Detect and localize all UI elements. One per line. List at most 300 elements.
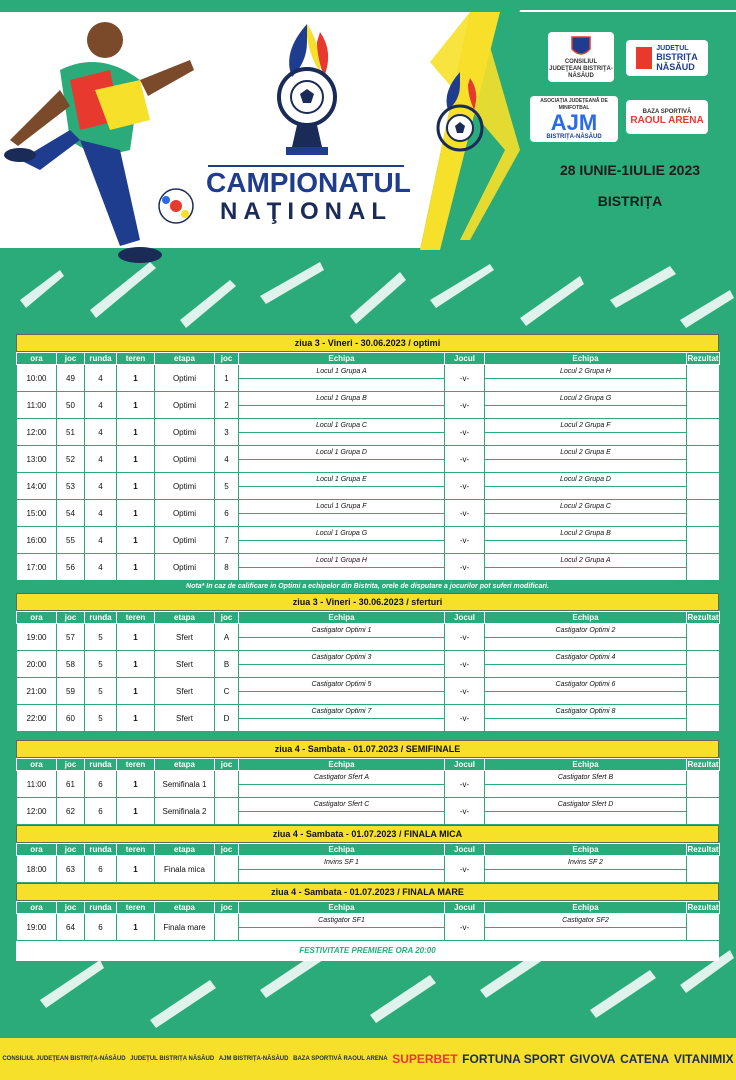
- table-row: [17, 856, 720, 883]
- judet-logo: [626, 40, 708, 76]
- cell-joc2: 8: [215, 554, 239, 581]
- column-header: teren: [117, 612, 155, 624]
- team-name: Castigator Optimi 1: [239, 624, 444, 638]
- column-header: ora: [17, 902, 57, 914]
- ajm-place: BISTRIȚA-NĂSĂUD: [546, 134, 602, 140]
- table-row: [17, 392, 720, 419]
- cell-teren: 1: [117, 446, 155, 473]
- column-header: joc: [215, 612, 239, 624]
- team-cell: [485, 914, 687, 941]
- sponsor-logo: GIVOVA: [569, 1052, 616, 1066]
- cell-etapa: Optimi: [155, 554, 215, 581]
- cell-etapa: Semifinala 1: [155, 771, 215, 798]
- cell-teren: 1: [117, 419, 155, 446]
- cell-runda: 5: [85, 705, 117, 732]
- cell-ora: 22:00: [17, 705, 57, 732]
- vs-cell: -v-: [445, 392, 485, 419]
- table-row: [17, 705, 720, 732]
- team-name: Locul 1 Grupa D: [239, 446, 444, 460]
- cell-etapa: Finala mare: [155, 914, 215, 941]
- team-cell: [485, 624, 687, 651]
- team-cell: [239, 624, 445, 651]
- column-header: runda: [85, 844, 117, 856]
- column-header: Echipa: [485, 612, 687, 624]
- column-header: joc: [57, 353, 85, 365]
- vs-cell: -v-: [445, 473, 485, 500]
- team-name: Locul 2 Grupa D: [485, 473, 686, 487]
- column-header: Echipa: [485, 759, 687, 771]
- cell-runda: 6: [85, 856, 117, 883]
- sponsor-footer: [0, 1038, 736, 1080]
- cell-teren: 1: [117, 473, 155, 500]
- match-table: [16, 901, 720, 941]
- consiliu-logo: [548, 32, 614, 82]
- cell-etapa: Optimi: [155, 419, 215, 446]
- team-cell: [239, 914, 445, 941]
- column-header: Echipa: [485, 844, 687, 856]
- cell-runda: 4: [85, 392, 117, 419]
- cell-ora: 19:00: [17, 914, 57, 941]
- vs-cell: -v-: [445, 914, 485, 941]
- result-cell: [687, 705, 720, 732]
- team-name: Locul 1 Grupa B: [239, 392, 444, 406]
- column-header: runda: [85, 902, 117, 914]
- column-header: Jocul: [445, 844, 485, 856]
- cell-etapa: Optimi: [155, 500, 215, 527]
- judet-mark-icon: [636, 47, 652, 69]
- cell-joc: 49: [57, 365, 85, 392]
- cell-teren: 1: [117, 500, 155, 527]
- cell-joc: 63: [57, 856, 85, 883]
- cell-ora: 19:00: [17, 624, 57, 651]
- cell-runda: 4: [85, 446, 117, 473]
- column-header: Echipa: [239, 902, 445, 914]
- column-header: etapa: [155, 844, 215, 856]
- cell-etapa: Sfert: [155, 705, 215, 732]
- match-table: [16, 352, 720, 581]
- team-name: Invins SF 1: [239, 856, 444, 870]
- cell-runda: 4: [85, 473, 117, 500]
- table-row: [17, 771, 720, 798]
- cell-ora: 21:00: [17, 678, 57, 705]
- cell-teren: 1: [117, 651, 155, 678]
- cell-teren: 1: [117, 856, 155, 883]
- ball-icon: [158, 188, 194, 224]
- column-header: Rezultat: [687, 613, 719, 622]
- team-cell: [239, 500, 445, 527]
- result-cell: [687, 624, 720, 651]
- team-name: Invins SF 2: [485, 856, 686, 870]
- team-cell: [239, 419, 445, 446]
- cell-joc2: 4: [215, 446, 239, 473]
- column-header: joc: [57, 844, 85, 856]
- cell-joc2: 5: [215, 473, 239, 500]
- team-name: Locul 1 Grupa G: [239, 527, 444, 541]
- match-table: [16, 611, 720, 732]
- team-cell: [485, 500, 687, 527]
- cell-joc2: 2: [215, 392, 239, 419]
- column-header: Rezultat: [687, 760, 719, 769]
- vs-cell: -v-: [445, 419, 485, 446]
- column-header: etapa: [155, 759, 215, 771]
- cell-etapa: Optimi: [155, 392, 215, 419]
- result-cell: [687, 554, 720, 581]
- cell-joc2: 3: [215, 419, 239, 446]
- schedule: [16, 334, 719, 961]
- team-cell: [485, 419, 687, 446]
- column-header: Echipa: [239, 612, 445, 624]
- cell-ora: 12:00: [17, 419, 57, 446]
- cell-joc: 50: [57, 392, 85, 419]
- cell-joc2: B: [215, 651, 239, 678]
- sponsor-logo: BAZA SPORTIVĂ RAOUL ARENA: [293, 1056, 388, 1062]
- column-header: Rezultat: [687, 354, 719, 363]
- result-cell: [687, 651, 720, 678]
- column-header: Jocul: [445, 612, 485, 624]
- cell-joc2: 6: [215, 500, 239, 527]
- table-row: [17, 624, 720, 651]
- table-row: [17, 446, 720, 473]
- trophy-emblem: [262, 22, 352, 162]
- team-cell: [485, 771, 687, 798]
- team-name: Locul 1 Grupa F: [239, 500, 444, 514]
- cell-etapa: Sfert: [155, 678, 215, 705]
- column-header: Rezultat: [687, 903, 719, 912]
- team-cell: [485, 798, 687, 825]
- column-header: etapa: [155, 902, 215, 914]
- cell-runda: 6: [85, 798, 117, 825]
- team-cell: [239, 446, 445, 473]
- table-row: [17, 365, 720, 392]
- team-cell: [485, 554, 687, 581]
- column-header: runda: [85, 612, 117, 624]
- team-name: Locul 1 Grupa H: [239, 554, 444, 568]
- section-spacer: [16, 732, 719, 740]
- cell-etapa: Optimi: [155, 473, 215, 500]
- team-name: Locul 1 Grupa A: [239, 365, 444, 379]
- team-name: Locul 2 Grupa C: [485, 500, 686, 514]
- cell-runda: 4: [85, 365, 117, 392]
- cell-joc: 64: [57, 914, 85, 941]
- column-header: Echipa: [485, 902, 687, 914]
- vs-cell: -v-: [445, 798, 485, 825]
- cell-joc: 51: [57, 419, 85, 446]
- cell-joc2: [215, 856, 239, 883]
- header: [0, 0, 736, 262]
- team-cell: [239, 392, 445, 419]
- team-cell: [485, 392, 687, 419]
- result-cell: [687, 473, 720, 500]
- sponsor-logo: CATENA: [620, 1052, 670, 1066]
- vs-cell: -v-: [445, 500, 485, 527]
- baza-line1: BAZA SPORTIVĂ: [642, 108, 692, 115]
- sponsor-logo: CONSILIUL JUDEŢEAN BISTRIŢA-NĂSĂUD: [2, 1056, 126, 1062]
- cell-joc: 52: [57, 446, 85, 473]
- cell-runda: 6: [85, 771, 117, 798]
- team-name: Castigator Sfert C: [239, 798, 444, 812]
- sponsor-logo: SUPERBET: [392, 1052, 458, 1066]
- cell-runda: 5: [85, 624, 117, 651]
- cell-etapa: Sfert: [155, 651, 215, 678]
- cell-ora: 11:00: [17, 392, 57, 419]
- cell-teren: 1: [117, 914, 155, 941]
- team-name: Locul 2 Grupa H: [485, 365, 686, 379]
- day-header: ziua 4 - Sambata - 01.07.2023 / FINALA MICA: [16, 825, 719, 843]
- cell-etapa: Finala mica: [155, 856, 215, 883]
- cell-teren: 1: [117, 678, 155, 705]
- cell-joc: 59: [57, 678, 85, 705]
- result-cell: [687, 392, 720, 419]
- cell-etapa: Optimi: [155, 365, 215, 392]
- title-line1: CAMPIONATUL: [206, 167, 411, 198]
- cell-teren: 1: [117, 554, 155, 581]
- team-name: Castigator Optimi 8: [485, 705, 686, 719]
- sponsor-logo: JUDEȚUL BISTRIȚA NĂSĂUD: [130, 1056, 215, 1062]
- team-cell: [485, 651, 687, 678]
- team-name: Castigator Optimi 3: [239, 651, 444, 665]
- cell-runda: 4: [85, 419, 117, 446]
- column-header: joc: [215, 759, 239, 771]
- match-table: [16, 758, 720, 825]
- cell-joc: 62: [57, 798, 85, 825]
- cell-joc: 53: [57, 473, 85, 500]
- team-cell: [239, 678, 445, 705]
- column-header: etapa: [155, 612, 215, 624]
- cell-teren: 1: [117, 624, 155, 651]
- team-cell: [239, 473, 445, 500]
- sponsor-logo: VITANIMIX: [673, 1052, 734, 1066]
- column-header: teren: [117, 759, 155, 771]
- cell-joc2: C: [215, 678, 239, 705]
- day-header: ziua 4 - Sambata - 01.07.2023 / SEMIFINALE: [16, 740, 719, 758]
- team-name: Locul 2 Grupa E: [485, 446, 686, 460]
- team-cell: [239, 554, 445, 581]
- cell-joc: 55: [57, 527, 85, 554]
- judet-line2: BISTRIȚA: [656, 51, 698, 62]
- cell-joc: 57: [57, 624, 85, 651]
- cell-runda: 4: [85, 527, 117, 554]
- baza-line2: RAOUL ARENA: [630, 114, 704, 126]
- column-header: ora: [17, 759, 57, 771]
- vs-cell: -v-: [445, 856, 485, 883]
- cell-teren: 1: [117, 527, 155, 554]
- team-name: Castigator Sfert D: [485, 798, 686, 812]
- cell-ora: 16:00: [17, 527, 57, 554]
- team-cell: [239, 798, 445, 825]
- result-cell: [687, 771, 720, 798]
- table-row: [17, 651, 720, 678]
- team-name: Castigator Sfert A: [239, 771, 444, 785]
- column-header: joc: [215, 902, 239, 914]
- ajm-logo: [530, 96, 618, 142]
- table-row: [17, 500, 720, 527]
- team-name: Locul 2 Grupa G: [485, 392, 686, 406]
- team-name: Locul 2 Grupa A: [485, 554, 686, 568]
- column-header: Echipa: [239, 353, 445, 365]
- cell-teren: 1: [117, 705, 155, 732]
- team-cell: [485, 446, 687, 473]
- column-header: joc: [57, 759, 85, 771]
- event-dates: 28 IUNIE-1IULIE 2023: [559, 162, 701, 178]
- cell-ora: 12:00: [17, 798, 57, 825]
- column-header: ora: [17, 844, 57, 856]
- raoul-arena-logo: [626, 100, 708, 134]
- cell-joc2: [215, 914, 239, 941]
- result-cell: [687, 527, 720, 554]
- coat-of-arms-icon: [570, 35, 592, 59]
- cell-teren: 1: [117, 392, 155, 419]
- team-cell: [239, 365, 445, 392]
- match-table: [16, 843, 720, 883]
- team-cell: [239, 651, 445, 678]
- vs-cell: -v-: [445, 446, 485, 473]
- table-row: [17, 527, 720, 554]
- table-row: [17, 554, 720, 581]
- cell-etapa: Semifinala 2: [155, 798, 215, 825]
- cell-ora: 10:00: [17, 365, 57, 392]
- cell-runda: 4: [85, 500, 117, 527]
- table-row: [17, 473, 720, 500]
- cell-joc2: [215, 771, 239, 798]
- cell-runda: 5: [85, 651, 117, 678]
- cell-ora: 20:00: [17, 651, 57, 678]
- column-header: Jocul: [445, 353, 485, 365]
- team-name: Castigator Optimi 2: [485, 624, 686, 638]
- result-cell: [687, 446, 720, 473]
- result-cell: [687, 500, 720, 527]
- cell-etapa: Optimi: [155, 527, 215, 554]
- cell-joc: 60: [57, 705, 85, 732]
- title-block: [206, 167, 411, 226]
- team-name: Locul 2 Grupa F: [485, 419, 686, 433]
- event-city: BISTRIȚA: [597, 193, 663, 209]
- result-cell: [687, 419, 720, 446]
- result-cell: [687, 365, 720, 392]
- cell-runda: 4: [85, 554, 117, 581]
- team-name: Castigator Optimi 7: [239, 705, 444, 719]
- vs-cell: -v-: [445, 678, 485, 705]
- column-header: joc: [215, 844, 239, 856]
- title-line2: NAŢIONAL: [220, 198, 392, 225]
- team-cell: [239, 856, 445, 883]
- cell-teren: 1: [117, 365, 155, 392]
- table-row: [17, 419, 720, 446]
- team-name: Castigator SF1: [239, 914, 444, 928]
- cell-ora: 17:00: [17, 554, 57, 581]
- table-row: [17, 678, 720, 705]
- team-cell: [239, 527, 445, 554]
- team-cell: [485, 856, 687, 883]
- vs-cell: -v-: [445, 527, 485, 554]
- column-header: Jocul: [445, 759, 485, 771]
- result-cell: [687, 856, 720, 883]
- ajm-caption: ASOCIAȚIA JUDEȚEANĂ DE MINIFOTBAL: [540, 98, 608, 111]
- team-cell: [239, 771, 445, 798]
- column-header: ora: [17, 612, 57, 624]
- column-header: joc: [215, 353, 239, 365]
- cell-teren: 1: [117, 798, 155, 825]
- team-cell: [485, 678, 687, 705]
- player-illustration: [0, 10, 200, 270]
- vs-cell: -v-: [445, 651, 485, 678]
- cell-joc2: [215, 798, 239, 825]
- cell-ora: 11:00: [17, 771, 57, 798]
- cell-ora: 15:00: [17, 500, 57, 527]
- column-header: Rezultat: [687, 845, 719, 854]
- column-header: teren: [117, 844, 155, 856]
- day-header: ziua 4 - Sambata - 01.07.2023 / FINALA MARE: [16, 883, 719, 901]
- table-row: [17, 798, 720, 825]
- column-header: Jocul: [445, 902, 485, 914]
- sponsor-logo: AJM BISTRIȚA-NĂSĂUD: [218, 1056, 289, 1062]
- result-cell: [687, 678, 720, 705]
- judet-line1: JUDEȚUL: [656, 44, 689, 52]
- column-header: etapa: [155, 353, 215, 365]
- team-name: Locul 2 Grupa B: [485, 527, 686, 541]
- schedule-note: Nota* In caz de calificare in Optimi a echipelor din Bistrita, orele de disputare a jocurilor pot suferi modificari.: [16, 581, 719, 593]
- column-header: ora: [17, 353, 57, 365]
- cell-etapa: Sfert: [155, 624, 215, 651]
- team-cell: [485, 473, 687, 500]
- cell-runda: 5: [85, 678, 117, 705]
- cell-etapa: Optimi: [155, 446, 215, 473]
- team-cell: [239, 705, 445, 732]
- vs-cell: -v-: [445, 705, 485, 732]
- team-name: Castigator Sfert B: [485, 771, 686, 785]
- column-header: Echipa: [239, 844, 445, 856]
- team-name: Locul 1 Grupa C: [239, 419, 444, 433]
- column-header: Echipa: [239, 759, 445, 771]
- sponsor-logo: FORTUNA SPORT: [462, 1052, 566, 1066]
- emblem-right: [428, 70, 492, 160]
- judet-line3: NĂSĂUD: [656, 61, 695, 72]
- vs-cell: -v-: [445, 771, 485, 798]
- day-header: ziua 3 - Vineri - 30.06.2023 / optimi: [16, 334, 719, 352]
- team-cell: [485, 365, 687, 392]
- team-name: Castigator Optimi 5: [239, 678, 444, 692]
- vs-cell: -v-: [445, 554, 485, 581]
- cell-joc2: A: [215, 624, 239, 651]
- cell-ora: 13:00: [17, 446, 57, 473]
- team-name: Castigator Optimi 4: [485, 651, 686, 665]
- consiliu-label: CONSILIUL JUDEŢEAN BISTRIŢA-NĂSĂUD: [549, 58, 613, 79]
- cell-joc: 61: [57, 771, 85, 798]
- team-name: Locul 1 Grupa E: [239, 473, 444, 487]
- cell-joc2: 1: [215, 365, 239, 392]
- result-cell: [687, 798, 720, 825]
- cell-ora: 14:00: [17, 473, 57, 500]
- cell-joc: 54: [57, 500, 85, 527]
- column-header: Echipa: [485, 353, 687, 365]
- day-header: ziua 3 - Vineri - 30.06.2023 / sferturi: [16, 593, 719, 611]
- vs-cell: -v-: [445, 365, 485, 392]
- cell-joc: 58: [57, 651, 85, 678]
- result-cell: [687, 914, 720, 941]
- award-ceremony-note: FESTIVITATE PREMIERE ORA 20:00: [16, 941, 719, 961]
- cell-runda: 6: [85, 914, 117, 941]
- column-header: runda: [85, 353, 117, 365]
- column-header: teren: [117, 902, 155, 914]
- ajm-mark: AJM: [550, 110, 598, 135]
- cell-teren: 1: [117, 771, 155, 798]
- column-header: teren: [117, 353, 155, 365]
- team-name: Castigator SF2: [485, 914, 686, 928]
- team-cell: [485, 705, 687, 732]
- column-header: joc: [57, 902, 85, 914]
- table-row: [17, 914, 720, 941]
- cell-joc2: D: [215, 705, 239, 732]
- cell-joc2: 7: [215, 527, 239, 554]
